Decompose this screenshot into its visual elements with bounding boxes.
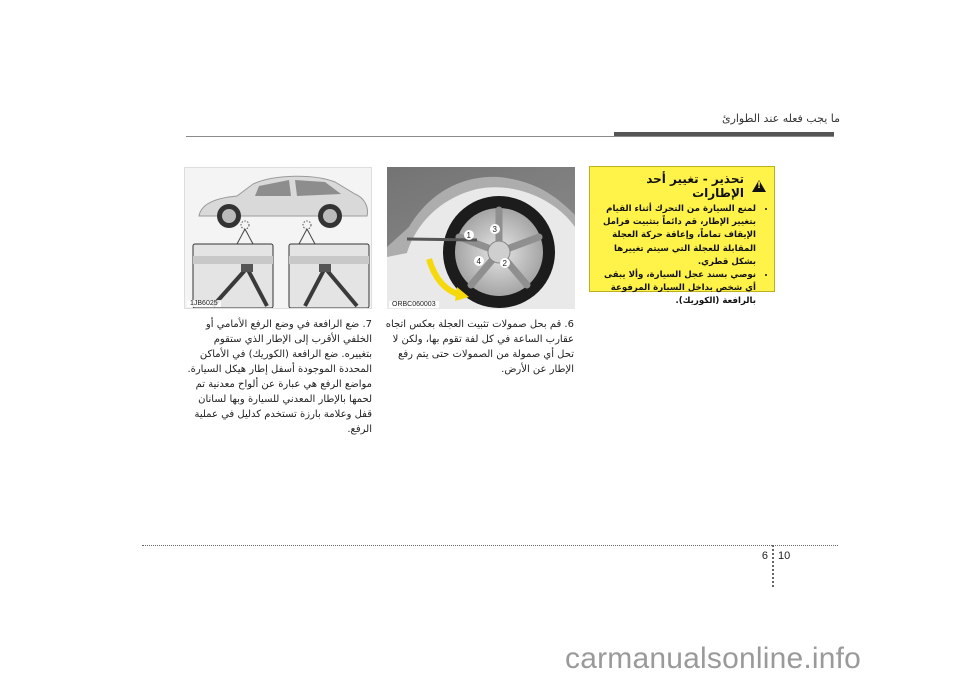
warning-list (596, 203, 766, 309)
wheel-lug-nut-figure (387, 167, 575, 309)
warning-bullet: • لمنع السيارة من التحرك أثناء القيام بتغيير الإطار، قم دائماً بتثبيت فرامل الإيقاف تماماً، وإعاقة حركة العجلة المقابلة للعجلة التي سيتم تغييرها بشكل قطري. (596, 203, 756, 269)
figure-code: 1JB6025 (187, 300, 221, 307)
page-number: 10 (778, 550, 791, 562)
watermark: carmanualsonline.info (565, 642, 862, 675)
svg-text:4: 4 (476, 257, 481, 266)
warning-triangle-icon (752, 180, 766, 192)
footer-divider (142, 545, 838, 546)
step-7-text: 7. ضع الرافعة في وضع الرفع الأمامي أو الخلفي الأقرب إلى الإطار الذي ستقوم بتغييره. ضع الرافعة (الكوريك) في الأماكن المحددة الموجودة أسفل إطار هيكل السيارة. مواضع الرفع هي عبارة عن ألواح معدنية تم لحمها بالإطار المعدني للسيارة وبها لسانان قفل وعلامة بارزة تستخدم كدليل في عملية الرفع. (187, 319, 372, 435)
warning-header (596, 172, 766, 200)
svg-text:3: 3 (492, 225, 497, 234)
footer-page-separator (772, 545, 774, 587)
warning-box (589, 166, 775, 307)
step-6-text: 6. قم بحل صمولات تثبيت العجلة بعكس اتجاه عقارب الساعة في كل لفة تقوم بها، ولكن لا تحل أي صمولة من الصمولات حتى يتم رفع الإطار عن الأرض. (385, 319, 574, 375)
svg-text:2: 2 (502, 259, 507, 268)
warning-title: تحذير - تغيير أحد الإطارات (646, 172, 744, 200)
figure-code: ORBC060003 (389, 301, 439, 308)
jack-position-figure (184, 167, 372, 309)
wheel-illustration (387, 167, 575, 309)
section-title: ما يجب فعله عند الطوارئ (721, 112, 840, 125)
car-jack-illustration (185, 168, 372, 309)
svg-text:1: 1 (466, 231, 471, 240)
chapter-number: 6 (761, 550, 768, 562)
header-divider (186, 136, 834, 137)
header-accent-bar (614, 132, 834, 136)
warning-bullet: • نوصي بسند عجل السيارة، وألا يبقى أي شخص بداخل السيارة المرفوعة بالرافعة (الكوريك). (596, 269, 756, 309)
